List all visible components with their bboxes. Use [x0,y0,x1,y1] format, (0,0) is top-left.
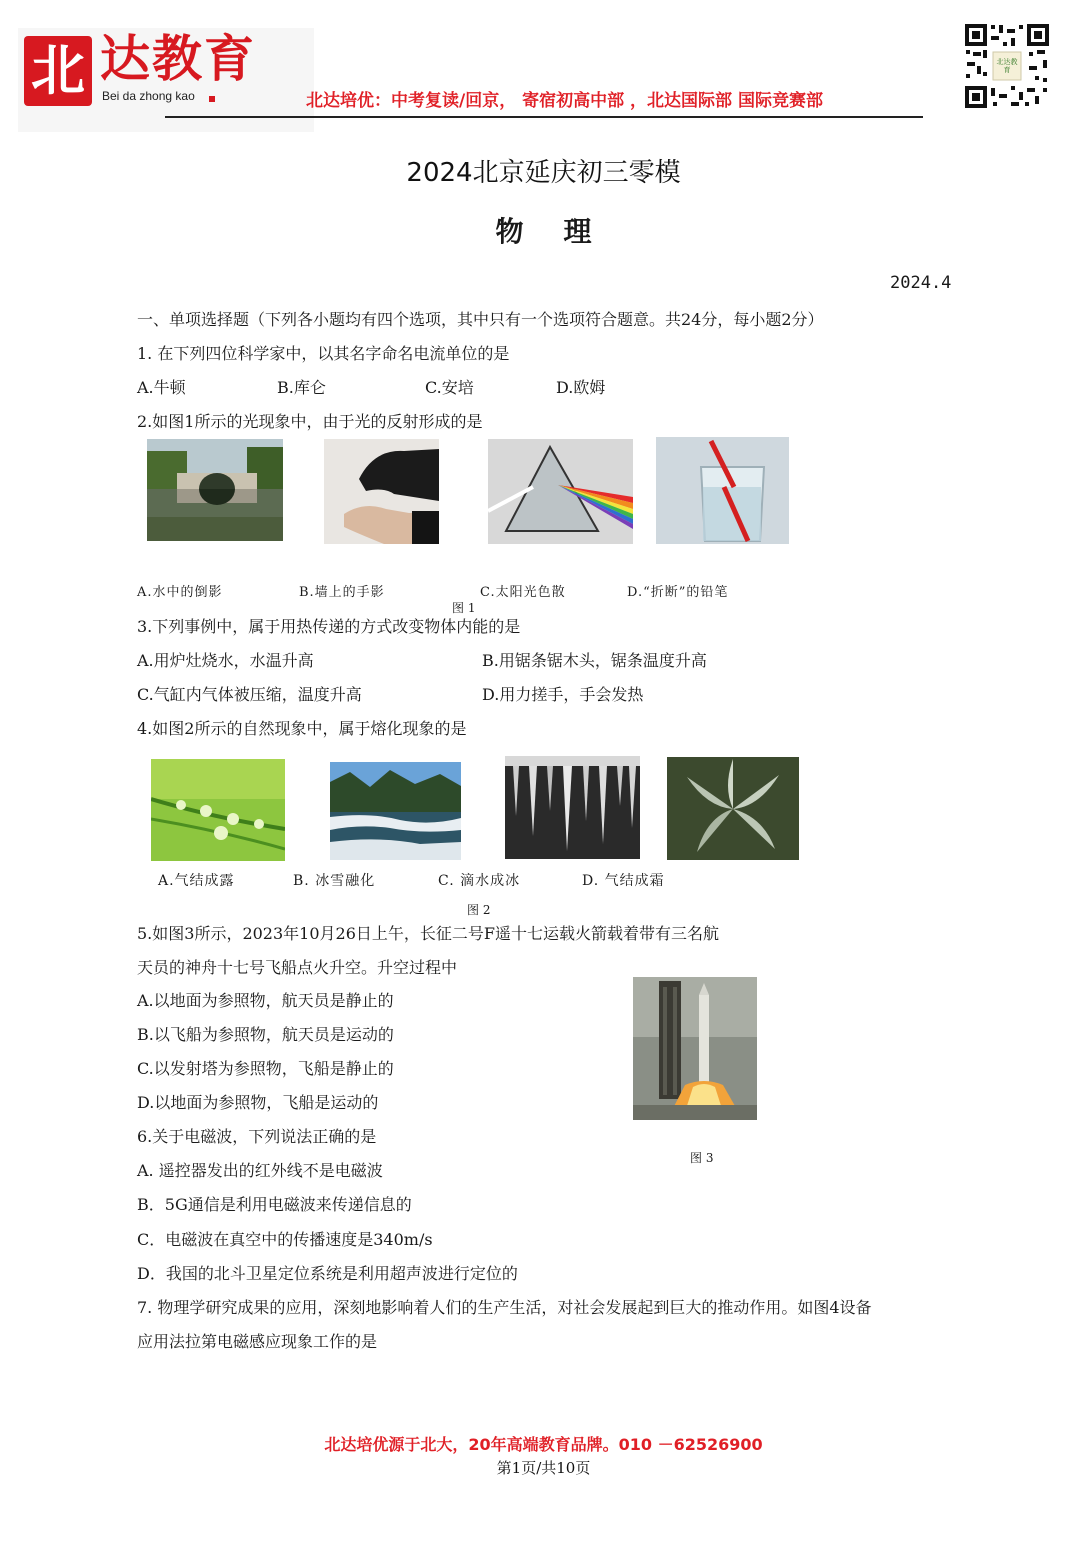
caption-4d: D. 气结成霜 [582,873,665,889]
question-7-stem: 7. 物理学研究成果的应用，深刻地影响着人们的生产生活，对社会发展起到巨大的推动作用。如图4设备 [137,1298,872,1317]
qr-badge: 北达教育 [996,58,1018,74]
option-5d: D.以地面为参照物，飞船是运动的 [137,1093,379,1112]
question-2-stem: 2.如图1所示的光现象中，由于光的反射形成的是 [137,412,483,431]
figure-3-label: 图 3 [690,1151,714,1165]
option-6b: B．5G通信是利用电磁波来传递信息的 [137,1195,412,1214]
figure-1-label: 图 1 [452,601,476,615]
prism-dispersion-photo [488,439,633,544]
option-3a: A.用炉灶烧水，水温升高 [137,651,314,670]
question-1-stem: 1. 在下列四位科学家中，以其名字命名电流单位的是 [137,344,510,363]
frost-photo [667,757,799,860]
page-title: 2024北京延庆初三零模 [406,158,681,188]
option-1d: D.欧姆 [556,378,606,397]
caption-2a: A.水中的倒影 [137,585,223,600]
rocket-launch-photo [633,977,757,1120]
logo-subtitle: Bei da zhong kao [102,89,195,103]
dew-photo [151,759,285,861]
option-6a: A. 遥控器发出的红外线不是电磁波 [137,1161,383,1180]
question-6-stem: 6.关于电磁波，下列说法正确的是 [137,1127,377,1146]
section-heading: 一、单项选择题（下列各小题均有四个选项，其中只有一个选项符合题意。共24分，每小题2分） [137,310,824,329]
question-3-stem: 3.下列事例中，属于用热传递的方式改变物体内能的是 [137,617,521,636]
caption-2c: C.太阳光色散 [480,585,566,600]
caption-4c: C. 滴水成冰 [438,873,521,889]
snow-melting-photo [330,762,461,860]
logo-name: 达教育 [100,29,256,88]
option-5c: C.以发射塔为参照物，飞船是静止的 [137,1059,394,1078]
caption-4b: B. 冰雪融化 [293,873,376,889]
caption-2b: B.墙上的手影 [299,585,385,600]
option-3c: C.气缸内气体被压缩，温度升高 [137,685,362,704]
exam-date: 2024.4 [890,273,952,293]
option-1c: C.安培 [425,378,474,397]
option-3b: B.用锯条锯木头，锯条温度升高 [482,651,707,670]
figure-2-label: 图 2 [467,903,491,917]
icicles-photo [505,756,640,859]
option-6d: D．我国的北斗卫星定位系统是利用超声波进行定位的 [137,1264,518,1283]
header-slogan: 北达培优：中考复读/回京， 寄宿初高中部 ，北达国际部 国际竞赛部 [306,91,823,111]
header-divider [165,116,923,118]
question-5-stem-cont: 天员的神舟十七号飞船点火升空。升空过程中 [137,958,458,977]
bridge-reflection-photo [147,439,283,541]
footer-advert: 北达培优源于北大，20年高端教育品牌。010 －62526900 [324,1435,763,1454]
page-number: 第1页/共10页 [496,1459,591,1477]
qr-code[interactable] [963,22,1051,110]
option-1b: B.库仑 [277,378,326,397]
option-3d: D.用力搓手，手会发热 [482,685,644,704]
question-4-stem: 4.如图2所示的自然现象中，属于熔化现象的是 [137,719,467,738]
logo-mark: 北 [24,36,92,106]
subject-title: 物理 [495,215,632,248]
option-5a: A.以地面为参照物，航天员是静止的 [137,991,394,1010]
caption-2d: D.“折断”的铅笔 [627,585,729,600]
hand-shadow-photo [324,439,439,544]
question-7-stem-cont: 应用法拉第电磁感应现象工作的是 [137,1332,378,1351]
option-5b: B.以飞船为参照物，航天员是运动的 [137,1025,394,1044]
option-1a: A.牛顿 [137,378,186,397]
bent-pencil-photo [656,437,789,544]
caption-4a: A.气结成露 [158,873,235,889]
question-5-stem: 5.如图3所示，2023年10月26日上午，长征二号F遥十七运载火箭载着带有三名航 [137,924,719,943]
option-6c: C．电磁波在真空中的传播速度是340m/s [137,1230,433,1249]
logo-square-icon [209,96,215,102]
